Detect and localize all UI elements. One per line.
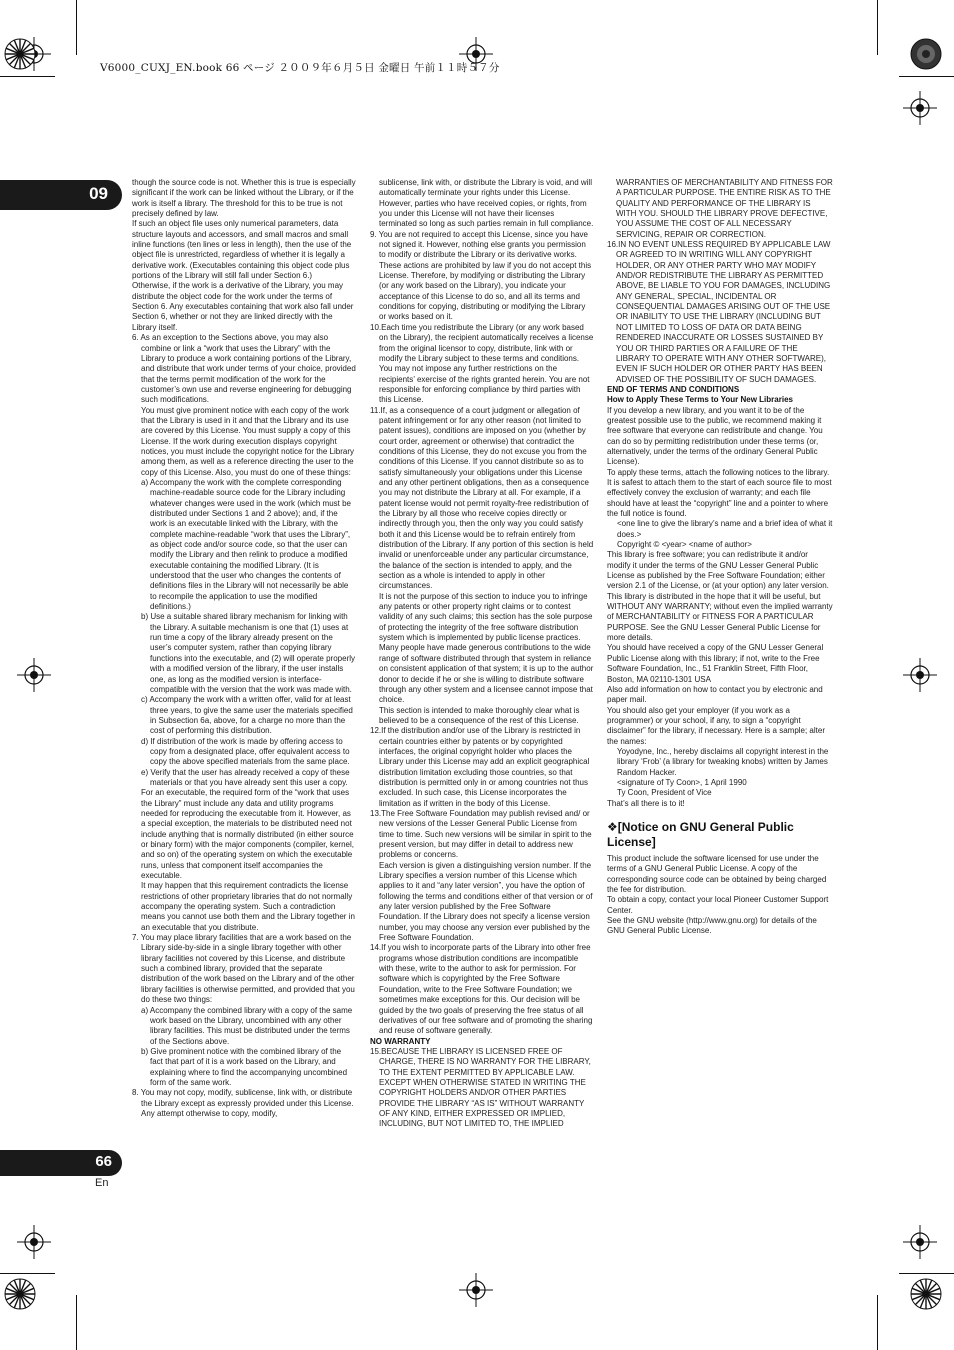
paragraph: Also add information on how to contact you by electronic and paper mail.: [607, 684, 823, 705]
paragraph: e) Verify that the user has already received a copy of these materials or that you have already sent this user a copy.: [141, 767, 350, 787]
paragraph: 11.If, as a consequence of a court judgment or allegation of patent infringement or for any other reason (not limited to patent issues), conditions are imposed on you (whether by court order, agreement or otherwise) that contradict the conditions of this License, they do not excuse you from the conditions of this License. If you cannot distribute so as to satisfy simultaneously your obligations under this License and any other pertinent obligations, then as a consequence you may not distribute the Library at all. For example, if a patent license would not permit royalty-free redistribution of the Library by all those who receive copies directly or indirectly through you, then the only way you could satisfy both it and this License would be to refrain entirely from distribution of the Library. If any portion of this section is held invalid or unenforceable under any particular circumstance, the balance of the section is intended to apply, and the section as a whole is intended to apply in other circumstances.: [370, 405, 594, 591]
paragraph: 10.Each time you redistribute the Library (or any work based on the Library), the recipient automatically receives a license from the original licensor to copy, distribute, link with or modify the Library subject to these terms and conditions. You may not impose any further restrictions on the recipients’ exercise of the rights granted herein. You are not responsible for enforcing compliance by third parties with this License.: [370, 322, 594, 405]
paragraph: It may happen that this requirement contradicts the license restrictions of other proprietary libraries that do not normally accompany the operating system. Such a contradiction means you cannot use both them and the Library together in an executable that you distribute.: [141, 881, 355, 932]
paragraph: That’s all there is to it!: [607, 798, 685, 808]
page-number-tab: [0, 1150, 122, 1176]
paragraph: 9. You are not required to accept this License, since you have not signed it. However, nothing else grants you permission to modify or distribute the Library or its derivative works. These actions are prohibited by law if you do not accept this License. Therefore, by modifying or distributing the Library (or any work based on the Library), you indicate your acceptance of this License to do so, and all its terms and conditions for copying, distributing or modifying the Library or works based on it.: [370, 229, 592, 322]
paragraph: You must give prominent notice with each copy of the work that the Library is used in it and that the Library and its use are covered by this License. You must supply a copy of this License. If the work during execution displays copyright notices, you must include the copyright notice for the Library among them, as well as a reference directing the user to the copy of this License. Also, you must do one of these things:: [141, 405, 354, 477]
paragraph: <signature of Ty Coon>, 1 April 1990: [617, 777, 747, 787]
crop-mark: [877, 0, 878, 55]
color-target-icon: [4, 1278, 36, 1310]
paragraph: WARRANTIES OF MERCHANTABILITY AND FITNESS FOR A PARTICULAR PURPOSE. THE ENTIRE RISK AS TO THE QUALITY AND PERFORMANCE OF THE LIBRARY IS WITH YOU. SHOULD THE LIBRARY PROVE DEFECTIVE, YOU ASSUME THE COST OF ALL NECESSARY SERVICING, REPAIR OR CORRECTION.: [616, 178, 833, 239]
paragraph: If you develop a new library, and you want it to be of the greatest possible use to the public, we recommend making it free software that everyone can redistribute and change. You can do so by permitting redistribution under these terms (or, alternatively, under the terms of the ordinary General Public License).: [607, 405, 823, 467]
paragraph: To apply these terms, attach the following notices to the library. It is safest to attach them to the start of each source file to most effectively convey the exclusion of warranty; and each file should have at least the “copyright” line and a pointer to where the full notice is found.: [607, 467, 832, 518]
paragraph: For an executable, the required form of the “work that uses the Library” must include any data and utility programs needed for reproducing the executable from it. However, as a special exception, the materials to be distributed need not include anything that is normally distributed (in either source or binary form) with the major components (compiler, kernel, and so on) of the operating system on which the executable runs, unless that component itself accompanies the executable.: [141, 788, 354, 881]
paragraph: This library is distributed in the hope that it will be useful, but WITHOUT ANY WARRANTY; without even the implied warranty of MERCHANTABILITY or FITNESS FOR A PARTICULAR PURPOSE. See the GNU Lesser General Public License for more details.: [607, 591, 833, 643]
bold-heading: How to Apply These Terms to Your New Libraries: [607, 395, 793, 405]
paragraph: Yoyodyne, Inc., hereby disclaims all copyright interest in the library ‘Frob’ (a library for tweaking knobs) written by James Random Hacker.: [617, 746, 829, 777]
crop-mark: [877, 1295, 878, 1350]
paragraph: b) Use a suitable shared library mechanism for linking with the Library. A suitable mechanism is one that (1) uses at run time a copy of the library already present on the user’s computer system, rather than copying library functions into the executable, and (2) will operate properly with a modified version of the library, if the user installs one, as long as the modified version is interface-compatible with the version that the work was made with.: [141, 612, 356, 694]
paragraph: b) Give prominent notice with the combined library of the fact that part of it is a work based on the Library, and explaining where to find the accompanying uncombined form of the same work.: [141, 1046, 348, 1087]
paragraph: 16.IN NO EVENT UNLESS REQUIRED BY APPLICABLE LAW OR AGREED TO IN WRITING WILL ANY COPYRIGHT HOLDER, OR ANY OTHER PARTY WHO MAY MODIFY AND/OR REDISTRIBUTE THE LIBRARY AS PERMITTED ABOVE, BE LIABLE TO YOU FOR DAMAGES, INCLUDING ANY GENERAL, SPECIAL, INCIDENTAL OR CONSEQUENTIAL DAMAGES ARISING OUT OF THE USE OR INABILITY TO USE THE LIBRARY (INCLUDING BUT NOT LIMITED TO LOSS OF DATA OR DATA BEING RENDERED INACCURATE OR LOSSES SUSTAINED BY YOU OR THIRD PARTIES OR A FAILURE OF THE LIBRARY TO OPERATE WITH ANY OTHER SOFTWARE), EVEN IF SUCH HOLDER OR OTHER PARTY HAS BEEN ADVISED OF THE POSSIBILITY OF SUCH DAMAGES.: [607, 240, 831, 384]
crop-mark: [0, 1273, 55, 1274]
paragraph: 8. You may not copy, modify, sublicense, link with, or distribute the Library except as expressly provided under this License. Any attempt otherwise to copy, modify,: [132, 1088, 354, 1118]
registration-mark-icon: [903, 91, 937, 125]
paragraph: This product include the software licensed for use under the terms of a GNU General Public License. A copy of the corresponding source code can be obtained by being charged the fee for distribution.: [607, 853, 827, 894]
crop-mark: [899, 76, 954, 77]
registration-mark-icon: [17, 658, 51, 692]
paragraph: 6. As an exception to the Sections above, you may also combine or link a “work that uses the Library” with the Library to produce a work containing portions of the Library, and distribute that work under terms of your choice, provided that the terms permit modification of the work for the customer’s own use and reverse engineering for debugging such modifications.: [132, 333, 356, 405]
paragraph: You should also get your employer (if you work as a programmer) or your school, if any, to sign a “copyright disclaimer” for the library, if necessary. Here is a sample; alter the names:: [607, 705, 825, 746]
crop-mark: [899, 1273, 954, 1274]
registration-mark-icon: [903, 1225, 937, 1259]
crop-mark: [76, 0, 77, 55]
color-target-icon: [4, 38, 36, 70]
paragraph: sublicense, link with, or distribute the Library is void, and will automatically terminate your rights under this License. However, parties who have received copies, or rights, from you under this License will not have their licenses terminated so long as such parties remain in full compliance.: [379, 178, 594, 229]
text-column-2: [370, 178, 594, 1130]
paragraph: Ty Coon, President of Vice: [617, 788, 712, 798]
paragraph: 15.BECAUSE THE LIBRARY IS LICENSED FREE OF CHARGE, THERE IS NO WARRANTY FOR THE LIBRARY, TO THE EXTENT PERMITTED BY APPLICABLE LAW. EXCEPT WHEN OTHERWISE STATED IN WRITING THE COPYRIGHT HOLDERS AND/OR OTHER PARTIES PROVIDE THE LIBRARY “AS IS” WITHOUT WARRANTY OF ANY KIND, EITHER EXPRESSED OR IMPLIED, INCLUDING, BUT NOT LIMITED TO, THE IMPLIED: [370, 1046, 591, 1129]
paragraph: d) If distribution of the work is made by offering access to copy from a designated place, offer equivalent access to copy the above specified materials from the same place.: [141, 736, 350, 767]
paragraph: To obtain a copy, contact your local Pioneer Customer Support Center.: [607, 895, 829, 915]
color-target-icon: [910, 38, 942, 70]
paragraph: This section is intended to make thoroughly clear what is believed to be a consequence of the rest of this License.: [379, 705, 580, 725]
paragraph: Each version is given a distinguishing version number. If the Library specifies a version number of this License which applies to it and “any later version”, you have the option of following the terms and conditions either of that version or of any later version published by the Free Software Foundation. If the Library does not specify a license version number, you may choose any version ever published by the Free Software Foundation.: [379, 860, 593, 943]
paragraph: 12.If the distribution and/or use of the Library is restricted in certain countries either by patents or by copyrighted interfaces, the original copyright holder who places the Library under this License may add an explicit geographical distribution limitation excluding those countries, so that distribution is permitted only in or among countries not thus excluded. In such case, this License incorporates the limitation as if written in the body of this License.: [370, 726, 590, 808]
paragraph: 14.If you wish to incorporate parts of the Library into other free programs whose distribution conditions are incompatible with these, write to the author to ask for permission. For software which is copyrighted by the Free Software Foundation, write to the Free Software Foundation; we sometimes make exceptions for this. Our decision will be guided by the two goals of preserving the free status of all derivatives of our free software and of promoting the sharing and reuse of software generally.: [370, 943, 593, 1036]
language-label: En: [95, 1177, 109, 1189]
paragraph: Otherwise, if the work is a derivative of the Library, you may distribute the object code for the work under the terms of Section 6. Any executables containing that work also fall under Section 6, whether or not they are linked directly with the Library itself.: [132, 281, 354, 332]
bold-heading: END OF TERMS AND CONDITIONS: [607, 384, 740, 394]
paragraph: 7. You may place library facilities that are a work based on the Library side-by-side in a single library together with other library facilities not covered by this License, and distribute such a combined library, provided that the separate distribution of the work based on the Library and of the other library facilities is otherwise permitted, and provided that you do these two things:: [132, 933, 355, 1005]
text-column-1: [132, 178, 356, 1119]
paragraph: <one line to give the library’s name and a brief idea of what it does.>: [617, 519, 833, 539]
registration-mark-icon: [903, 658, 937, 692]
paragraph: You should have received a copy of the GNU Lesser General Public License along with this library; if not, write to the Free Software Foundation, Inc., 51 Franklin Street, Fifth Floor, Boston, MA 02110-1301 USA: [607, 643, 824, 684]
paragraph: It is not the purpose of this section to induce you to infringe any patents or other property right claims or to contest validity of any such claims; this section has the sole purpose of protecting the integrity of the free software distribution system which is implemented by public license practices. Many people have made generous contributions to the wide range of software distributed through that system in reliance on consistent application of that system; it is up to the author donor to decide if he or she is willing to distribute software through any other system and a licensee cannot impose that choice.: [379, 591, 594, 705]
paragraph: Copyright © <year> <name of author>: [617, 540, 752, 550]
paragraph: See the GNU website (http://www.gnu.org) for details of the GNU General Public License.: [607, 916, 817, 936]
paragraph: a) Accompany the combined library with a copy of the same work based on the Library, uncombined with any other library facilities. This must be distributed under the terms of the Sections above.: [141, 1005, 353, 1046]
paragraph: though the source code is not. Whether this is true is especially significant if the work can be linked without the Library, or if the work is itself a library. The threshold for this to be true is not precisely defined by law.: [132, 178, 356, 219]
paragraph: a) Accompany the work with the complete corresponding machine-readable source code for the Library including whatever changes were used in the work (which must be distributed under Sections 1 and 2 above); and, if the work is an executable linked with the Library, with the complete machine-readable “work that uses the Library”, as object code and/or source code, so that the user can modify the Library and then relink to produce a modified executable containing the modified Library. (It is understood that the user who changes the contents of definitions files in the Library will not necessarily be able to recompile the application to use the modified definitions.): [141, 477, 351, 612]
page-number: 66: [95, 1153, 112, 1170]
color-target-icon: [910, 1278, 942, 1310]
crop-mark: [0, 76, 55, 77]
paragraph: If such an object file uses only numerical parameters, data structure layouts and accessors, and small macros and small inline functions (ten lines or less in length), then the use of the object file is unrestricted, regardless of whether it is legally a derivative work. (Executables containing this object code plus portions of the Library will still fall under Section 6.): [132, 219, 352, 281]
paragraph: This library is free software; you can redistribute it and/or modify it under the terms of the GNU Lesser General Public License as published by the Free Software Foundation; either version 2.1 of the License, or (at your option) any later version.: [607, 550, 829, 591]
registration-mark-icon: [459, 1273, 493, 1307]
paragraph: 13.The Free Software Foundation may publish revised and/ or new versions of the Lesser General Public License from time to time. Such new versions will be similar in spirit to the present version, but may differ in detail to address new problems or concerns.: [370, 808, 592, 860]
chapter-tab: [0, 180, 122, 210]
print-file-info: V6000_CUXJ_EN.book 66 ページ ２００９年６月５日 金曜日 午前１１時５７分: [100, 62, 500, 74]
chapter-number: 09: [89, 184, 108, 203]
text-column-3: [607, 178, 833, 937]
section-heading: ❖[Notice on GNU General Public License]: [607, 819, 794, 849]
crop-mark: [76, 1295, 77, 1350]
bold-heading: NO WARRANTY: [370, 1036, 431, 1046]
registration-mark-icon: [17, 1225, 51, 1259]
paragraph: c) Accompany the work with a written offer, valid for at least three years, to give the same user the materials specified in Subsection 6a, above, for a charge no more than the cost of performing this distribution.: [141, 695, 353, 736]
